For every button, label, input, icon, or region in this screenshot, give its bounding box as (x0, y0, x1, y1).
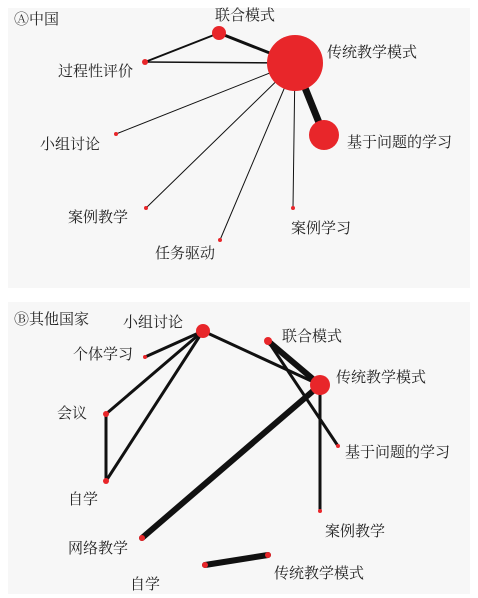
label-b-jiyu: 基于问题的学习 (345, 443, 451, 461)
node-b-lianhe (264, 337, 272, 345)
node-a-lianhe (212, 26, 226, 40)
node-b-chuantong (310, 375, 330, 395)
label-a-guocheng: 过程性评价 (58, 62, 134, 80)
node-b-zixue (103, 478, 109, 484)
panel-a-nodes (114, 26, 339, 242)
edge-b-zixue2-chuantong2 (205, 555, 268, 565)
label-b-chuantong: 传统教学模式 (336, 368, 427, 386)
node-b-xiaozu (196, 324, 210, 338)
panel-b-edges (106, 331, 338, 565)
label-b-wangluo: 网络教学 (68, 539, 129, 557)
panel-a-title: Ⓐ中国 (14, 10, 60, 28)
edge-b-chuantong-wangluo (142, 385, 320, 538)
label-a-anli-xue: 案例学习 (291, 219, 352, 237)
label-b-lianhe: 联合模式 (282, 327, 343, 345)
node-a-anli-jiao (144, 206, 148, 210)
label-b-zixue2: 自学 (130, 575, 161, 593)
label-a-anli-jiao: 案例教学 (68, 208, 129, 226)
node-a-guocheng (142, 59, 148, 65)
node-b-wangluo (139, 535, 145, 541)
label-b-anli: 案例教学 (325, 522, 386, 540)
label-a-jiyu: 基于问题的学习 (347, 133, 453, 151)
edge-b-xiaozu-huiyi (106, 331, 203, 414)
label-a-xiaozu: 小组讨论 (40, 135, 101, 153)
edge-a-lianhe-guocheng (145, 33, 219, 62)
label-a-chuantong: 传统教学模式 (327, 43, 418, 61)
panel-b-title: Ⓑ其他国家 (14, 310, 90, 328)
label-b-xiaozu: 小组讨论 (123, 313, 184, 331)
node-a-chuantong (267, 35, 323, 91)
node-a-renwu (218, 238, 222, 242)
edge-a-chuantong-xiaozu (116, 63, 295, 134)
node-b-geti (143, 355, 147, 359)
label-b-huiyi: 会议 (57, 404, 88, 422)
node-b-huiyi (103, 411, 109, 417)
label-b-chuantong2: 传统教学模式 (274, 564, 365, 582)
node-a-anli-xue (291, 206, 295, 210)
node-a-jiyu (309, 120, 339, 150)
label-a-renwu: 任务驱动 (155, 244, 216, 262)
node-b-zixue2 (202, 562, 208, 568)
edge-a-chuantong-anli-jiao (146, 63, 295, 208)
label-a-lianhe: 联合模式 (215, 6, 276, 24)
label-b-geti: 个体学习 (73, 345, 134, 363)
node-b-jiyu (336, 444, 340, 448)
label-b-zixue: 自学 (68, 490, 99, 508)
node-b-chuantong2 (265, 552, 271, 558)
node-a-xiaozu (114, 132, 118, 136)
panel-b-nodes (103, 324, 343, 568)
node-b-anli (318, 509, 322, 513)
edge-b-lianhe-jiyu (268, 341, 338, 446)
edge-a-chuantong-renwu (220, 63, 295, 240)
